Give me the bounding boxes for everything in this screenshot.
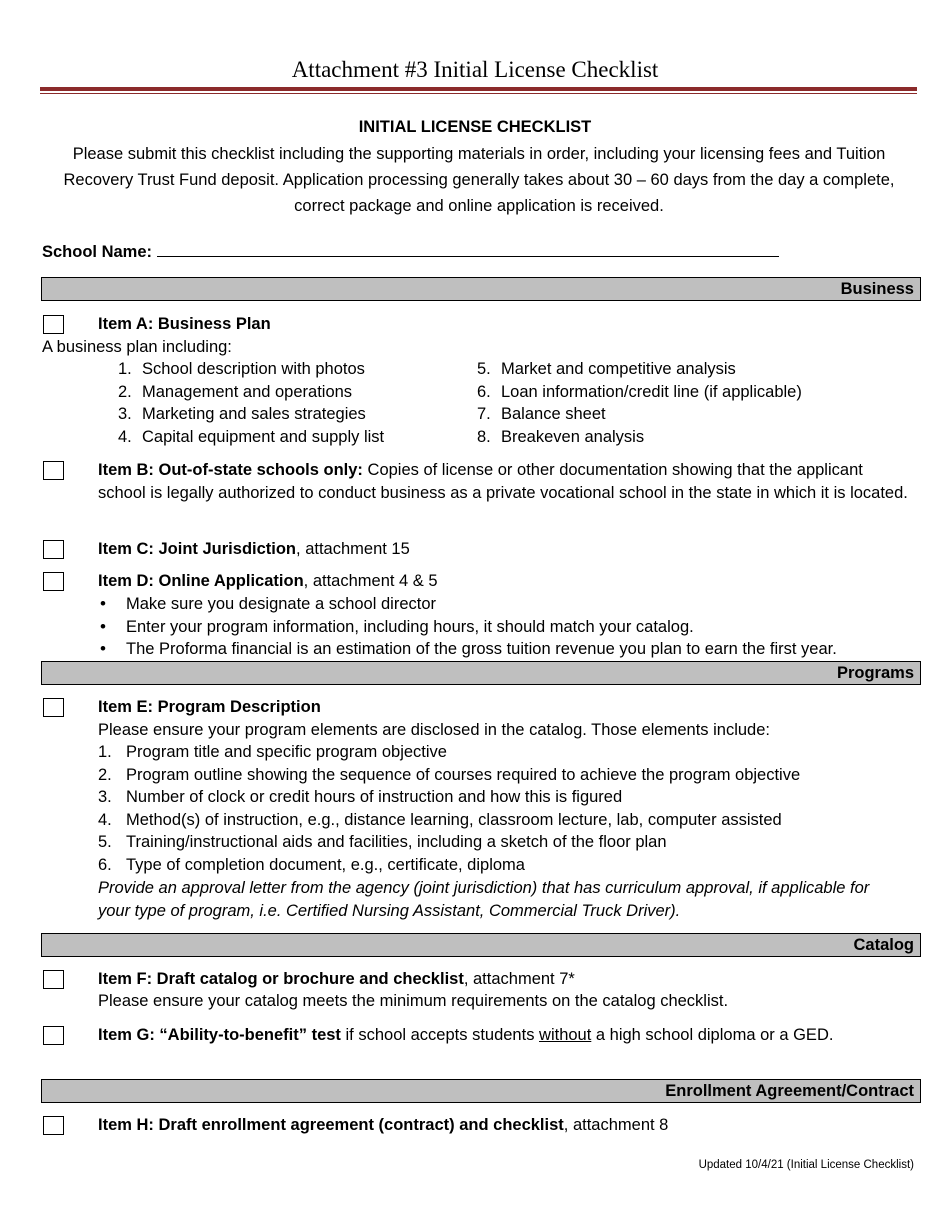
list-item: 4. Method(s) of instruction, e.g., distance learning, classroom lecture, lab, computer assisted (98, 810, 782, 829)
checkbox-item-d[interactable] (43, 572, 64, 591)
item-c-text: Item C: Joint Jurisdiction, attachment 15 (98, 540, 410, 558)
list-item: 4. Capital equipment and supply list (118, 427, 385, 446)
item-a-list-left (118, 358, 384, 448)
list-item: 1. School description with photos (118, 360, 365, 378)
list-item: 8. Breakeven analysis (477, 427, 645, 446)
school-name-label: School Name: (42, 243, 153, 261)
checkbox-item-h[interactable] (43, 1116, 64, 1135)
section-header-business: Business (41, 277, 921, 301)
list-item: 3. Number of clock or credit hours of instruction and how this is figured (98, 788, 623, 807)
list-item: • Make sure you designate a school director (98, 593, 837, 616)
checkbox-item-b[interactable] (43, 461, 64, 480)
footer-note: Updated 10/4/21 (Initial License Checklist) (698, 1159, 914, 1171)
title-rule (40, 87, 917, 91)
item-e-note: Provide an approval letter from the agency (joint jurisdiction) that has curriculum approval, if applicable for your type of program, i.e. Certified Nursing Assistant, Commercial Truck Driver). (98, 879, 870, 920)
item-h-text: Item H: Draft enrollment agreement (contract) and checklist, attachment 8 (98, 1116, 669, 1134)
list-item: 3. Marketing and sales strategies (118, 405, 366, 424)
school-name-input-line[interactable] (157, 240, 779, 257)
item-g-text: Item G: “Ability-to-benefit” test if school accepts students without a high school diploma or a GED. (98, 1026, 834, 1044)
list-item: 6. Loan information/credit line (if applicable) (477, 382, 802, 401)
item-a-lead: A business plan including: (42, 338, 232, 356)
item-e-lead: Please ensure your program elements are disclosed in the catalog. Those elements include: (98, 721, 770, 739)
item-f-text: Please ensure your catalog meets the minimum requirements on the catalog checklist. (98, 992, 729, 1010)
item-d-text: Item D: Online Application, attachment 4 & 5 (98, 572, 438, 590)
intro-paragraph: Please submit this checklist including the supporting materials in order, including your licensing fees and Tuition Recovery Trust Fund deposit. Application processing generally takes about 30 – 60 days from the day a complete, correct package and online application is received. (63, 145, 895, 215)
list-item: • Enter your program information, including hours, it should match your catalog. (98, 616, 837, 639)
item-b-text: Item B: Out-of-state schools only: Copies of license or other documentation showing that the applicant school is legally authorized to conduct business as a private vocational school in the state in which it is located. (98, 461, 908, 502)
item-d-bullets (98, 593, 837, 661)
checkbox-item-g[interactable] (43, 1026, 64, 1045)
list-item: 2. Management and operations (118, 382, 353, 401)
list-item: 5. Market and competitive analysis (477, 360, 736, 378)
item-a-list-right (477, 358, 802, 448)
list-item: 2. Program outline showing the sequence of courses required to achieve the program objective (98, 765, 801, 784)
list-item: • The Proforma financial is an estimation of the gross tuition revenue you plan to earn the first year. (98, 638, 837, 661)
item-a-label: Item A: Business Plan (98, 315, 271, 333)
checklist-heading: INITIAL LICENSE CHECKLIST (358, 118, 592, 136)
section-header-enrollment: Enrollment Agreement/Contract (41, 1079, 921, 1103)
checkbox-item-e[interactable] (43, 698, 64, 717)
list-item: 7. Balance sheet (477, 405, 606, 424)
title-rule-thin (40, 93, 917, 94)
checkbox-item-a[interactable] (43, 315, 64, 334)
school-name-field (42, 240, 779, 264)
document-title: Attachment #3 Initial License Checklist (291, 57, 659, 82)
item-e-list (98, 741, 898, 877)
item-e-label: Item E: Program Description (98, 698, 321, 716)
section-header-catalog: Catalog (41, 933, 921, 957)
section-header-programs: Programs (41, 661, 921, 685)
checkbox-item-c[interactable] (43, 540, 64, 559)
checkbox-item-f[interactable] (43, 970, 64, 989)
list-item: 5. Training/instructional aids and facilities, including a sketch of the floor plan (98, 833, 667, 852)
list-item: 1. Program title and specific program objective (98, 743, 447, 761)
list-item: 6. Type of completion document, e.g., certificate, diploma (98, 855, 525, 874)
item-f-heading: Item F: Draft catalog or brochure and checklist, attachment 7* (98, 970, 575, 988)
